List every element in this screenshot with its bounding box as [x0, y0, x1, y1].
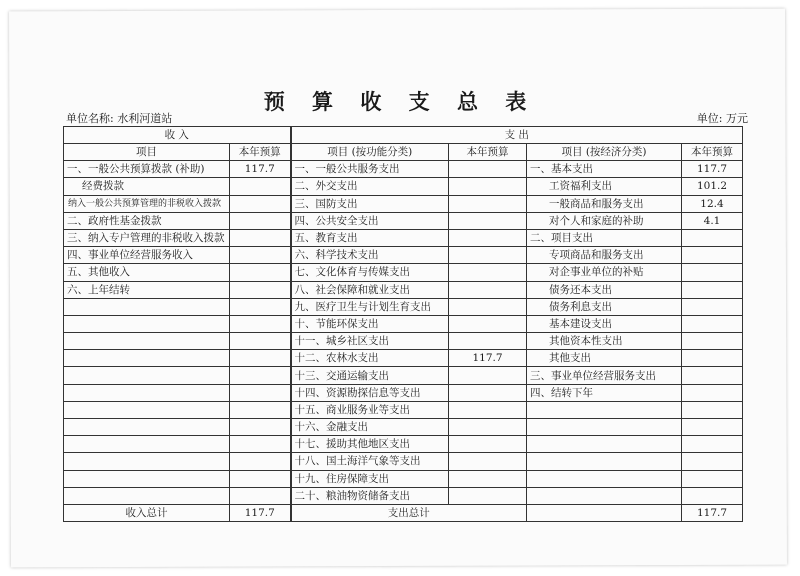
func-item-cell: 十四、资源勘探信息等支出	[291, 384, 449, 401]
econ-amount-cell: 101.2	[682, 178, 743, 195]
table-row	[64, 315, 743, 332]
econ-item-cell: 其他支出	[527, 350, 682, 367]
func-amount-cell	[449, 212, 527, 229]
func-item-cell: 九、医疗卫生与计划生育支出	[291, 298, 449, 315]
econ-amount-cell	[682, 264, 743, 281]
econ-item-cell: 债务还本支出	[527, 281, 682, 298]
income-amount-cell	[230, 195, 291, 212]
func-amount-cell	[449, 453, 527, 470]
func-amount-cell	[449, 367, 527, 384]
econ-item-header: 项目 (按经济分类)	[527, 144, 682, 161]
func-amount-cell	[449, 315, 527, 332]
econ-item-cell: 一、基本支出	[527, 161, 682, 178]
econ-amount-cell	[682, 367, 743, 384]
func-item-cell: 七、文化体育与传媒支出	[291, 264, 449, 281]
func-item-cell: 二、外交支出	[291, 178, 449, 195]
func-amount-cell: 117.7	[449, 350, 527, 367]
income-item-cell	[64, 298, 230, 315]
econ-amount-cell	[682, 350, 743, 367]
income-amount-cell	[230, 229, 291, 246]
income-item-cell: 二、政府性基金拨款	[64, 212, 230, 229]
unit-name: 单位名称: 水利河道站	[66, 112, 173, 125]
income-amount-cell	[230, 367, 291, 384]
econ-item-cell: 基本建设支出	[527, 315, 682, 332]
econ-item-cell: 二、项目支出	[527, 229, 682, 246]
page-title: 预 算 收 支 总 表	[263, 89, 537, 114]
econ-amount-cell	[682, 487, 743, 504]
econ-amount-cell	[682, 247, 743, 264]
econ-item-cell: 三、事业单位经营服务支出	[527, 367, 682, 384]
income-item-cell	[64, 401, 230, 418]
table-row	[64, 384, 743, 401]
income-section-header: 收 入	[64, 127, 291, 144]
table-row	[64, 264, 743, 281]
income-amount-cell	[230, 298, 291, 315]
econ-item-cell	[527, 401, 682, 418]
table-row	[64, 367, 743, 384]
income-amount-cell	[230, 487, 291, 504]
func-item-cell: 二十、粮油物资储备支出	[291, 487, 449, 504]
func-amount-cell	[449, 470, 527, 487]
expense-total-label: 支出总计	[291, 504, 527, 521]
expense-total-value: 117.7	[682, 504, 743, 521]
income-amount-cell	[230, 350, 291, 367]
func-item-cell: 十、节能环保支出	[291, 315, 449, 332]
func-item-cell: 十六、金融支出	[291, 419, 449, 436]
func-item-cell: 十二、农林水支出	[291, 350, 449, 367]
econ-item-cell: 对个人和家庭的补助	[527, 212, 682, 229]
econ-item-cell	[527, 470, 682, 487]
econ-amount-cell	[682, 436, 743, 453]
budget-table	[63, 126, 743, 522]
func-item-cell: 十一、城乡社区支出	[291, 333, 449, 350]
func-item-cell: 五、教育支出	[291, 229, 449, 246]
func-item-cell: 十九、住房保障支出	[291, 470, 449, 487]
table-row	[64, 487, 743, 504]
econ-item-cell: 专项商品和服务支出	[527, 247, 682, 264]
func-item-cell: 十八、国土海洋气象等支出	[291, 453, 449, 470]
func-amount-cell	[449, 384, 527, 401]
econ-item-cell: 工资福利支出	[527, 178, 682, 195]
econ-item-cell: 对企事业单位的补贴	[527, 264, 682, 281]
econ-item-cell	[527, 436, 682, 453]
func-amount-cell	[449, 333, 527, 350]
income-total-label: 收入总计	[64, 504, 230, 521]
income-item-cell	[64, 333, 230, 350]
econ-amount-cell	[682, 384, 743, 401]
income-amount-cell	[230, 333, 291, 350]
func-amount-cell	[449, 487, 527, 504]
table-row	[64, 178, 743, 195]
econ-item-cell: 一般商品和服务支出	[527, 195, 682, 212]
econ-amount-cell	[682, 315, 743, 332]
econ-item-cell	[527, 487, 682, 504]
econ-amount-cell	[682, 281, 743, 298]
table-row	[64, 212, 743, 229]
func-item-cell: 十三、交通运输支出	[291, 367, 449, 384]
table-row	[64, 298, 743, 315]
income-item-cell: 三、纳入专户管理的非税收入拨款	[64, 229, 230, 246]
income-amount-cell	[230, 178, 291, 195]
econ-amount-cell: 12.4	[682, 195, 743, 212]
income-amount-cell	[230, 419, 291, 436]
func-item-cell: 三、国防支出	[291, 195, 449, 212]
func-item-cell: 十五、商业服务业等支出	[291, 401, 449, 418]
table-row	[64, 470, 743, 487]
income-item-cell	[64, 315, 230, 332]
income-item-cell: 六、上年结转	[64, 281, 230, 298]
func-item-cell: 四、公共安全支出	[291, 212, 449, 229]
income-item-cell	[64, 487, 230, 504]
income-item-cell: 一、一般公共预算拨款 (补助)	[64, 161, 230, 178]
func-item-cell: 六、科学技术支出	[291, 247, 449, 264]
func-amount-cell	[449, 281, 527, 298]
income-amount-cell	[230, 315, 291, 332]
func-item-cell: 十七、援助其他地区支出	[291, 436, 449, 453]
income-amount-cell	[230, 281, 291, 298]
income-item-cell: 四、事业单位经营服务收入	[64, 247, 230, 264]
table-row	[64, 350, 743, 367]
income-amount-cell	[230, 212, 291, 229]
econ-amount-cell	[682, 229, 743, 246]
econ-amount-cell: 4.1	[682, 212, 743, 229]
table-row	[64, 195, 743, 212]
table-row	[64, 436, 743, 453]
income-item-cell	[64, 350, 230, 367]
table-row	[64, 453, 743, 470]
func-amount-cell	[449, 161, 527, 178]
income-amount-cell	[230, 401, 291, 418]
table-row	[64, 419, 743, 436]
table-row	[64, 229, 743, 246]
econ-amount-cell	[682, 333, 743, 350]
income-item-cell	[64, 436, 230, 453]
econ-item-cell	[527, 419, 682, 436]
income-amount-cell	[230, 470, 291, 487]
func-amount-cell	[449, 298, 527, 315]
income-amount-header: 本年预算	[230, 144, 291, 161]
func-item-header: 项目 (按功能分类)	[291, 144, 449, 161]
func-amount-cell	[449, 401, 527, 418]
econ-amount-cell	[682, 401, 743, 418]
unit-label: 单位: 万元	[696, 112, 748, 125]
func-amount-cell	[449, 419, 527, 436]
income-item-cell	[64, 470, 230, 487]
income-amount-cell	[230, 436, 291, 453]
income-item-header: 项目	[64, 144, 230, 161]
func-amount-header: 本年预算	[449, 144, 527, 161]
econ-item-cell: 四、结转下年	[527, 384, 682, 401]
econ-amount-cell	[682, 470, 743, 487]
income-amount-cell	[230, 384, 291, 401]
income-amount-cell	[230, 264, 291, 281]
table-row	[64, 161, 743, 178]
func-amount-cell	[449, 436, 527, 453]
expense-total-spacer	[527, 504, 682, 521]
income-item-cell	[64, 367, 230, 384]
func-amount-cell	[449, 247, 527, 264]
econ-item-cell: 债务利息支出	[527, 298, 682, 315]
func-amount-cell	[449, 229, 527, 246]
table-row	[64, 247, 743, 264]
func-amount-cell	[449, 264, 527, 281]
econ-amount-cell	[682, 453, 743, 470]
income-amount-cell	[230, 453, 291, 470]
econ-amount-cell: 117.7	[682, 161, 743, 178]
income-item-cell: 经费拨款	[64, 178, 230, 195]
econ-item-cell: 其他资本性支出	[527, 333, 682, 350]
func-item-cell: 八、社会保障和就业支出	[291, 281, 449, 298]
table-row	[64, 281, 743, 298]
econ-amount-cell	[682, 298, 743, 315]
func-amount-cell	[449, 195, 527, 212]
expense-section-header: 支 出	[291, 127, 743, 144]
econ-amount-cell	[682, 419, 743, 436]
income-amount-cell: 117.7	[230, 161, 291, 178]
income-item-cell: 纳入一般公共预算管理的非税收入拨款	[64, 195, 230, 212]
func-amount-cell	[449, 178, 527, 195]
income-item-cell	[64, 453, 230, 470]
income-amount-cell	[230, 247, 291, 264]
func-item-cell: 一、一般公共服务支出	[291, 161, 449, 178]
econ-amount-header: 本年预算	[682, 144, 743, 161]
income-item-cell	[64, 419, 230, 436]
table-row	[64, 401, 743, 418]
income-item-cell	[64, 384, 230, 401]
income-item-cell: 五、其他收入	[64, 264, 230, 281]
income-total-value: 117.7	[230, 504, 291, 521]
table-row	[64, 333, 743, 350]
econ-item-cell	[527, 453, 682, 470]
